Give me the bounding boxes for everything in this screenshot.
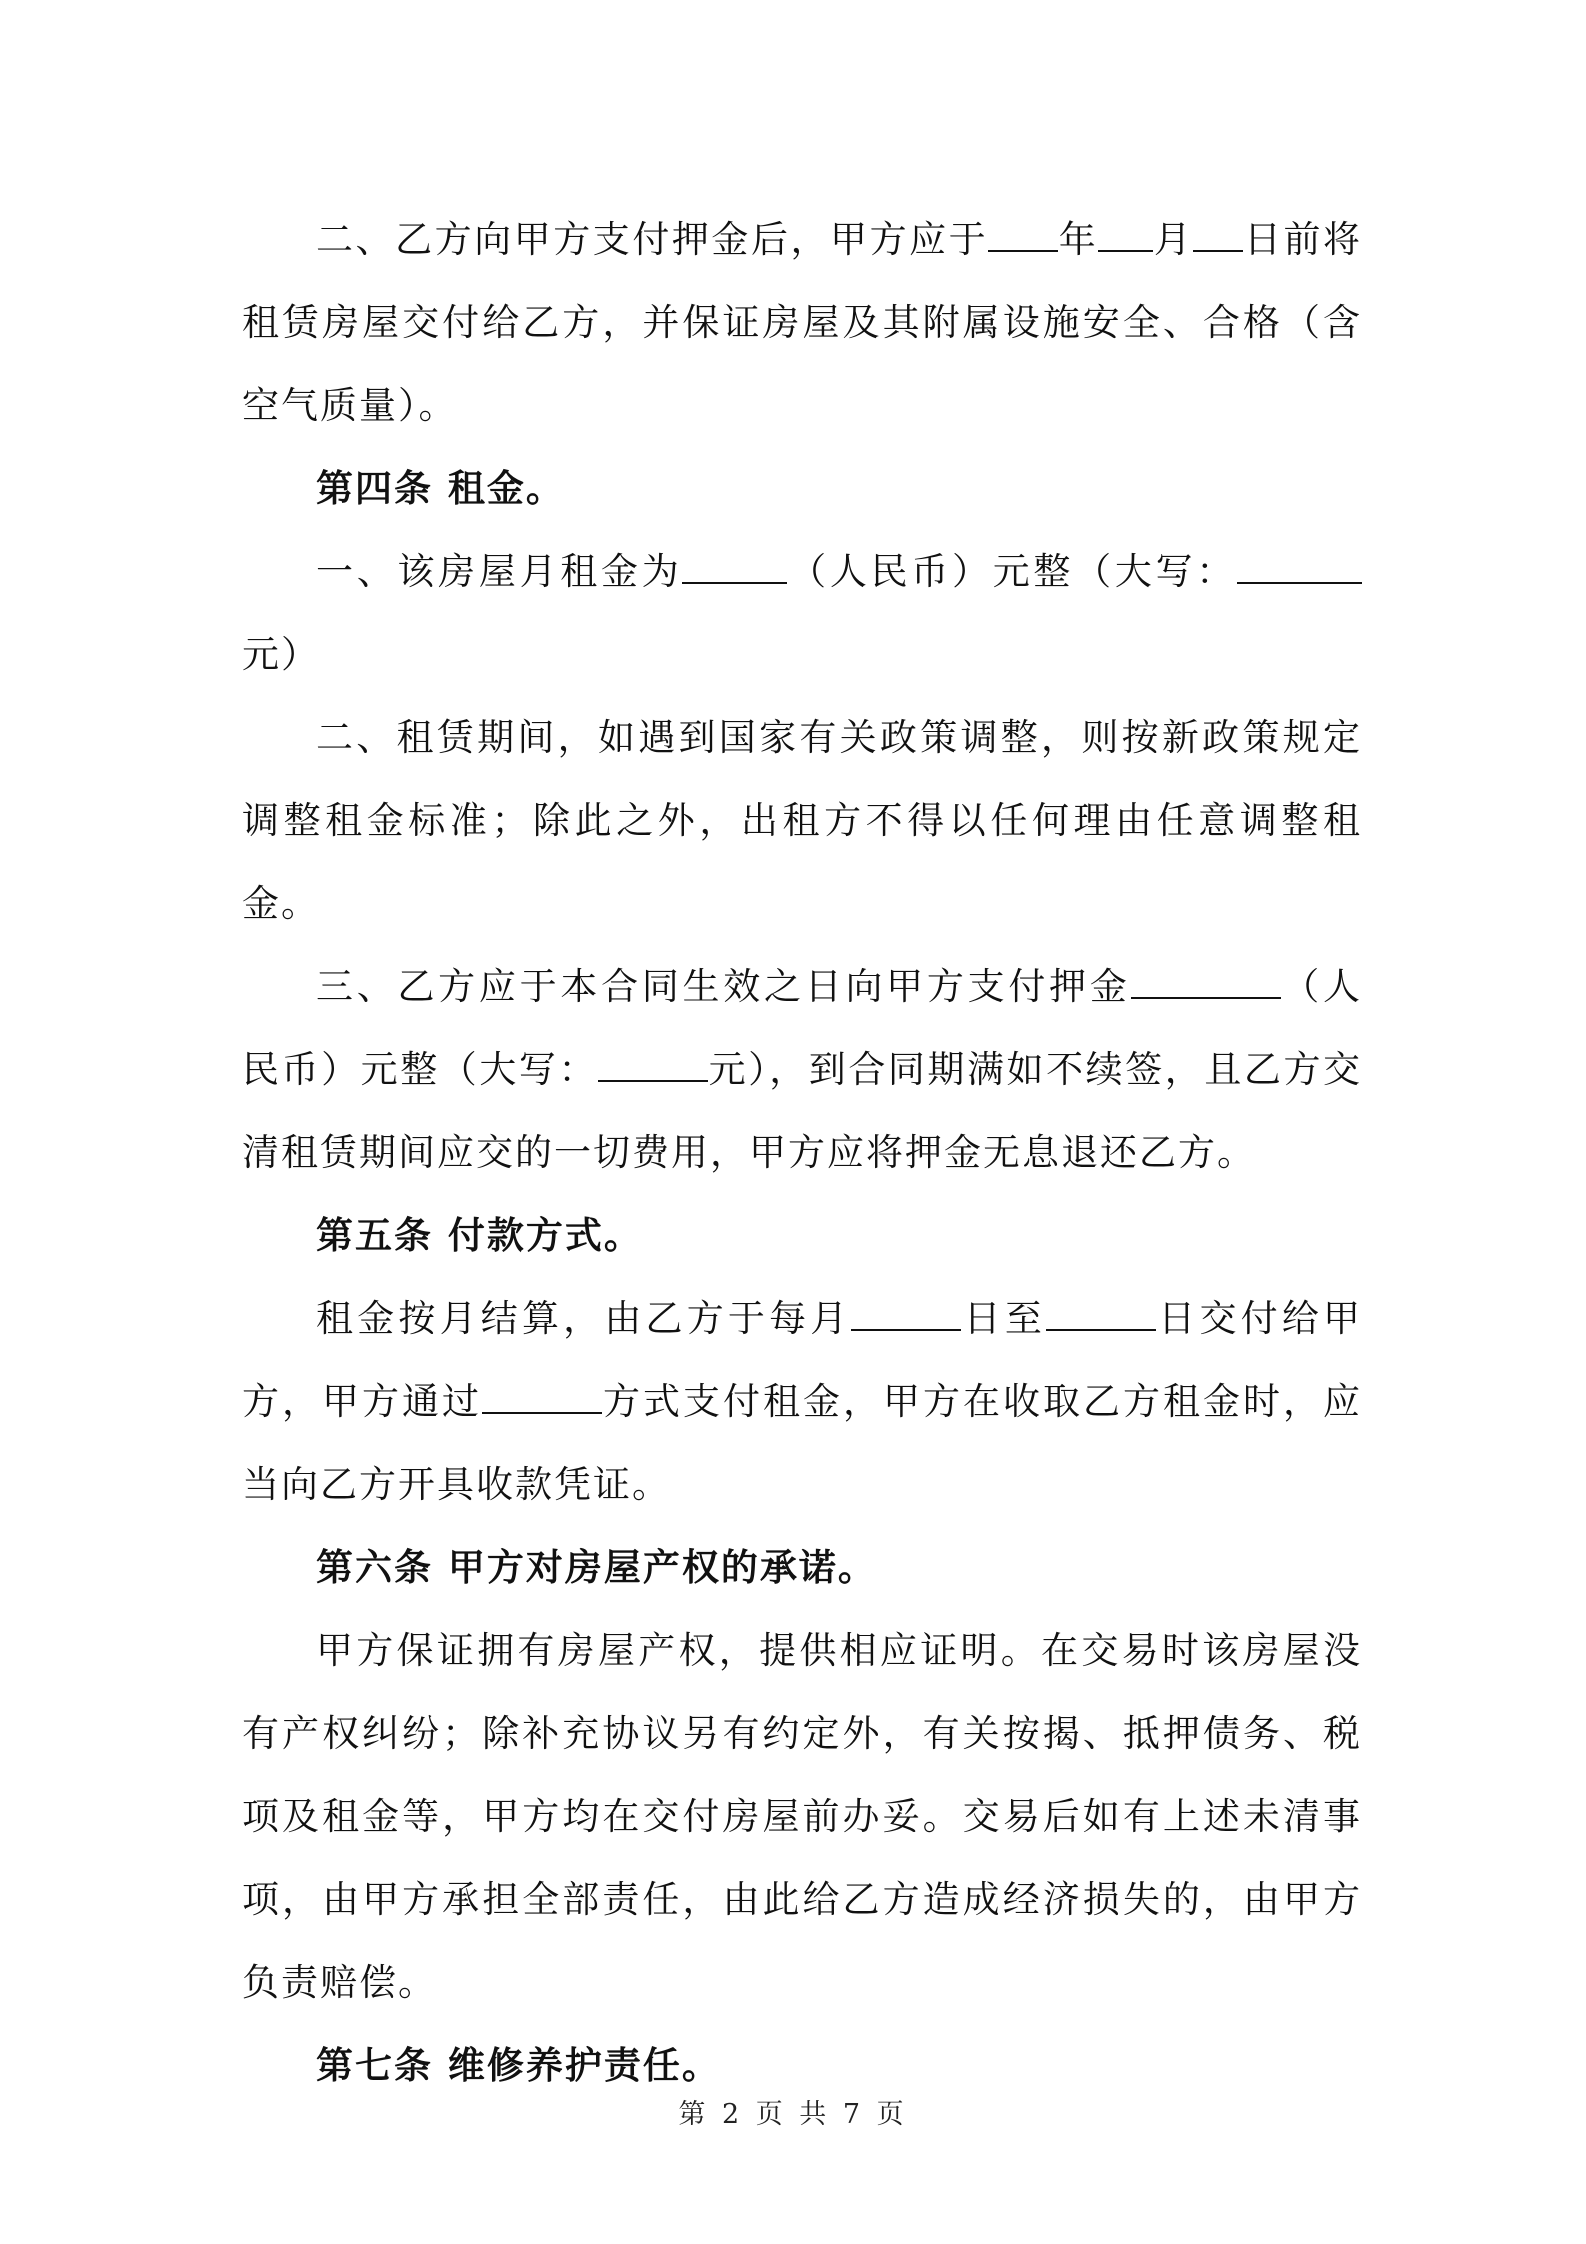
paragraph-monthly-rent: 一、该房屋月租金为 （人民币）元整（大写：元）	[242, 530, 1362, 696]
heading-article-7: 第七条 维修养护责任。	[316, 2044, 721, 2087]
blank-payment-method	[482, 1375, 602, 1414]
heading-article-5: 第五条 付款方式。	[316, 1214, 643, 1257]
blank-start-day	[851, 1292, 961, 1331]
contract-body	[242, 198, 1362, 2107]
paragraph-deposit: 三、乙方应于本合同生效之日向甲方支付押金 （人民币）元整（大写： 元），到合同期满如不续签，且乙方交清租赁期间应交的一切费用，甲方应将押金无息退还乙方。	[242, 945, 1362, 1194]
blank-day	[1193, 213, 1243, 252]
paragraph-deposit-delivery: 二、乙方向甲方支付押金后，甲方应于 年 月 日前将租赁房屋交付给乙方，并保证房屋及其附属设施安全、合格（含空气质量）。	[242, 198, 1362, 447]
blank-rent-uppercase	[1237, 545, 1362, 584]
paragraph-payment-method: 租金按月结算，由乙方于每月 日至 日交付给甲方，甲方通过 方式支付租金，甲方在收取乙方租金时，应当向乙方开具收款凭证。	[242, 1277, 1362, 1526]
blank-deposit-uppercase	[598, 1043, 708, 1082]
blank-month	[1098, 213, 1153, 252]
blank-rent-amount	[682, 545, 787, 584]
paragraph-property-rights: 甲方保证拥有房屋产权，提供相应证明。在交易时该房屋没有产权纠纷；除补充协议另有约定外，有关按揭、抵押债务、税项及租金等，甲方均在交付房屋前办妥。交易后如有上述未清事项，由甲方承担全部责任，由此给乙方造成经济损失的，由甲方负责赔偿。	[242, 1629, 1362, 2004]
heading-article-4: 第四条 租金。	[316, 467, 565, 510]
blank-year	[988, 213, 1058, 252]
paragraph-rent-adjustment: 二、租赁期间，如遇到国家有关政策调整，则按新政策规定调整租金标准；除此之外，出租方不得以任何理由任意调整租金。	[242, 716, 1362, 925]
page-number: 第 2 页 共 7 页	[678, 2099, 908, 2130]
heading-article-6: 第六条 甲方对房屋产权的承诺。	[316, 1546, 877, 1589]
blank-deposit-amount	[1131, 960, 1281, 999]
blank-end-day	[1046, 1292, 1156, 1331]
